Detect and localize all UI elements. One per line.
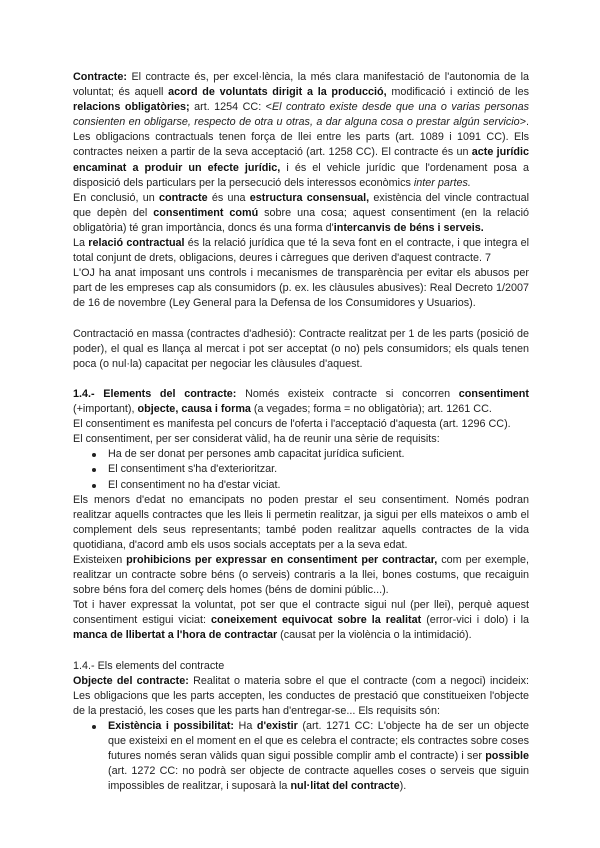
text-run: (art. 1272 CC: no podrà ser objecte de contracte aquelles coses o serveis que siguin impossibles de realitzar, i suposarà la [108, 765, 529, 793]
paragraph [73, 432, 529, 447]
text-run: En conclusió, un [73, 191, 159, 204]
bold-text: estructura consensual, [249, 191, 370, 204]
bold-text: acord de voluntats dirigit a la producció, [168, 86, 387, 99]
text-run: ). [399, 780, 407, 793]
bold-text: 1.4.- Elements del contracte: [73, 387, 237, 400]
bold-text: Existència i possibilitat: [108, 720, 235, 733]
text-run: Existeixen [73, 554, 127, 566]
text-run: 1.4.- Els elements del contracte [73, 659, 225, 672]
paragraph [73, 191, 529, 236]
text-run: El consentiment s'ha d'exterioritzar. [108, 463, 278, 476]
bold-text: possible [485, 750, 529, 763]
text-run: El consentiment es manifesta pel concurs de l'oferta i l'acceptació d'aquesta (art. 1296 CC). [73, 418, 511, 431]
text-run: El consentiment, per ser considerat vàlid, ha de reunir una sèrie de requisits: [73, 433, 440, 446]
list-item [108, 478, 529, 493]
text-run: Només existeix contracte si concorren [236, 387, 459, 400]
text-run: Els menors d'edat no emancipats no poden prestar el seu consentiment. Només podran realitzar aquells contractes que les lleis li permetin realitzar, ja sigui per ells mateixos o amb el complement dels seus representants; també poden realitzar aquells contractes de la vida quotidiana, d'acord amb els usos socials acceptats per a la seva edat. [73, 493, 529, 551]
bold-text: relació contractual [88, 237, 185, 250]
list-item [108, 719, 529, 794]
text-run: és la relació jurídica que té la seva font en el contracte, i que integra el total conjunt de drets, obligacions, deures i càrregues que deriven d'aquest contracte. 7 [73, 237, 529, 265]
text-run: El consentiment no ha d'estar viciat. [108, 478, 281, 491]
italic-text: inter partes. [413, 176, 471, 189]
bold-text: contracte [158, 191, 208, 204]
paragraph [73, 493, 529, 553]
bold-text: d'existir [256, 720, 298, 733]
section-heading-paragraph [73, 387, 529, 417]
bold-text: relacions obligatòries; [73, 101, 190, 114]
text-run: és una [207, 191, 250, 204]
text-run: art. 1254 CC: < [189, 101, 272, 114]
text-run: L'OJ ha anat imposant uns controls i mecanismes de transparència per evitar els abusos per part de les empreses cap als consumidors (p. ex. les clàusules abusives): Real Decreto 1/2007 de 16 de novembre (Ley General para la Defensa de los Consumidores y Usuarios). [73, 267, 529, 310]
bold-text: manca de llibertat a l'hora de contractar [73, 629, 278, 642]
bullet-list [73, 719, 529, 794]
bold-text: consentiment [458, 387, 529, 400]
italic-text: El contrato existe desde que una o varias personas consienten en obligarse, respecto de otra u otras, a dar alguna cosa o prestar algún servicio [73, 101, 529, 129]
bold-text: objecte, causa i forma [137, 403, 251, 416]
text-run: La [73, 237, 89, 250]
text-run: com per exemple, realitzar un contracte sobre béns (o serveis) contraris a la llei, bones costums, que recaiguin sobre béns fora del comerç dels homes (béns de domini públic...). [73, 554, 529, 597]
paragraph [73, 236, 529, 266]
text-run: Ha de ser donat per persones amb capacitat jurídica suficient. [108, 448, 405, 461]
paragraph [73, 266, 529, 311]
paragraph [73, 417, 529, 432]
text-run: (error-vici i dolo) i la [421, 614, 529, 627]
bold-text: coneixement equivocat sobre la realitat [211, 614, 422, 627]
paragraph [73, 553, 529, 598]
text-run: modificació i extinció de les [386, 86, 529, 99]
text-run: Ha [234, 720, 257, 733]
text-run: sobre una cosa; aquest consentiment (en la relació obligatòria) té gran importància, doncs és una forma d' [73, 206, 529, 234]
list-item [108, 462, 529, 477]
text-run: (art. 1271 CC: L'objecte ha de ser un objecte que existeixi en el moment en el que es celebra el contracte; els contractes sobre coses futures només seran vàlids quan sigui possible complir amb el contracte) i ser [108, 720, 529, 763]
bold-text: prohibicions per expressar en consentiment per contractar, [126, 554, 438, 566]
text-run: El contracte és, per excel·lència, la més clara manifestació de l'autonomia de la voluntat; és aquell [73, 71, 529, 99]
text-run: Realitat o materia sobre el que el contracte (com a negoci) incideix: Les obligacions que les parts accepten, les conductes de prestació que constitueixen l'objecte de la prestació, les coses que les parts han d'entregar-se... Els requisits són: [73, 674, 529, 717]
list-item [108, 447, 529, 462]
bold-text: nul·litat del contracte [290, 780, 400, 793]
section-heading-paragraph [73, 659, 529, 674]
bold-text: Objecte del contracte: [73, 674, 189, 687]
bullet-list [73, 447, 529, 492]
text-run: Contractació en massa (contractes d'adhesió): Contracte realitzat per 1 de les parts (posició de poder), el qual es llança al mercat i pot ser acceptat (o no) pels consumidors; els quals tenen poca (o nul·la) capacitat per negociar les clàusules d'aquest. [73, 327, 529, 370]
text-run: existència del vincle contractual que depèn del [73, 191, 529, 219]
paragraph [73, 598, 529, 643]
bold-text: acte jurídic encaminat a produir un efecte jurídic, [73, 146, 529, 174]
text-run: Tot i haver expressat la voluntat, pot ser que el contracte sigui nul (per llei), perquè aquest consentiment estigui viciat: [73, 599, 529, 627]
text-run: i és el vehicle jurídic que l'ordenament posa a disposició dels particulars per la persecució dels interessos econòmics [73, 161, 529, 189]
paragraph [73, 327, 529, 372]
text-run: (causat per la violència o la intimidació). [277, 629, 472, 642]
bold-text: consentiment comú [153, 206, 259, 219]
bold-text: Contracte: [73, 71, 127, 83]
paragraph [73, 674, 529, 719]
document-page [73, 70, 529, 795]
paragraph [73, 70, 529, 191]
text-run: (+important), [73, 403, 138, 416]
text-run: (a vegades; forma = no obligatòria); art. 1261 CC. [250, 403, 492, 416]
text-run: >. Les obligacions contractuals tenen força de llei entre les parts (art. 1089 i 1091 CC). Els contractes neixen a partir de la seva acceptació (art. 1258 CC). El contracte és un [73, 116, 529, 159]
bold-text: intercanvis de béns i serveis. [333, 221, 484, 234]
